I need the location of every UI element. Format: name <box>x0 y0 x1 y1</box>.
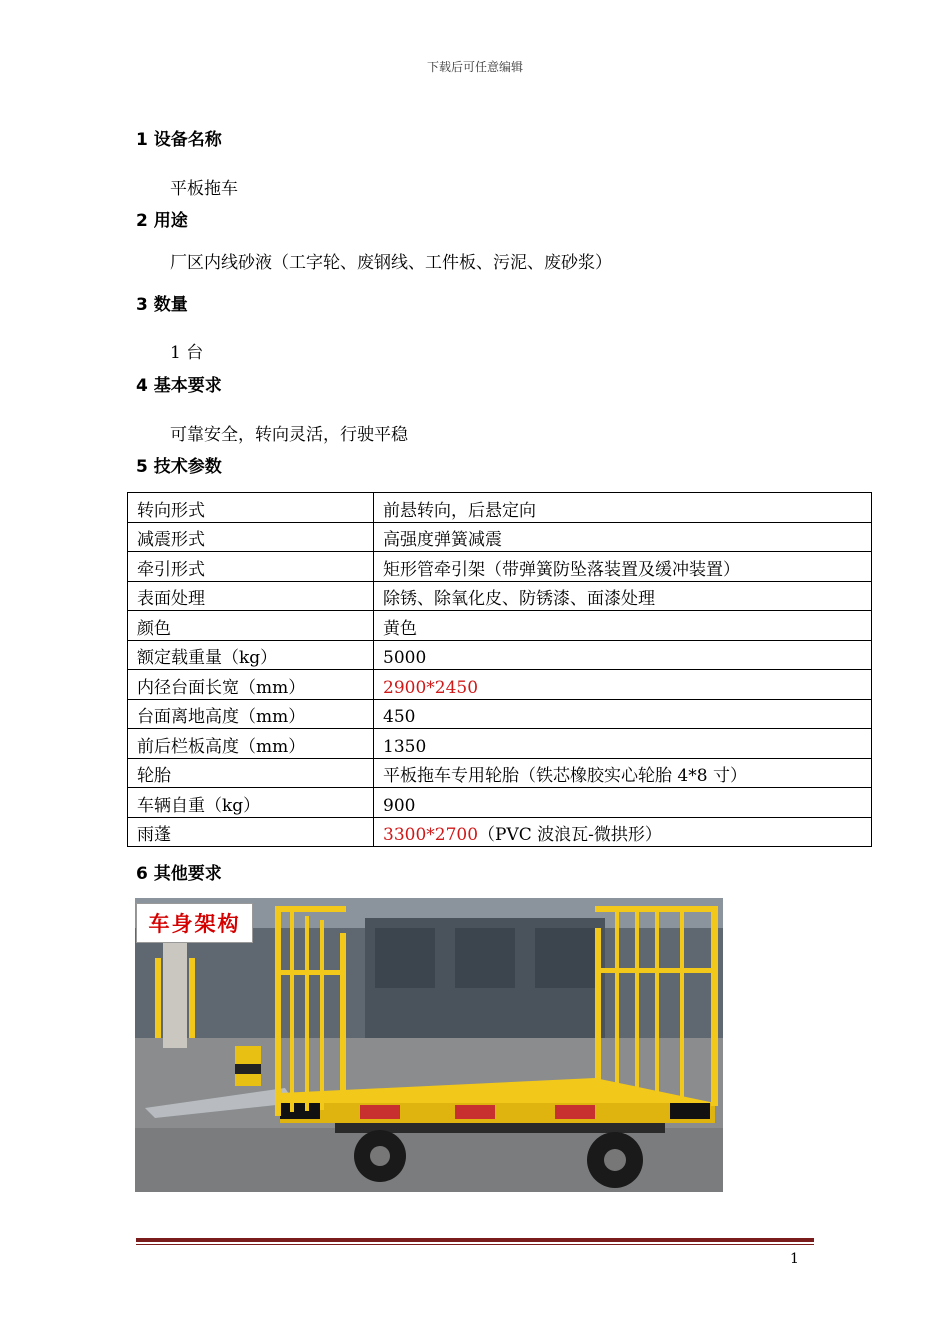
section-body-2: 厂区内线砂液（工字轮、废钢线、工件板、污泥、废砂浆） <box>170 253 612 273</box>
table-row <box>128 522 872 552</box>
table-row <box>128 817 872 847</box>
trailer-photo <box>135 898 723 1192</box>
param-cell: 表面处理 <box>128 581 374 611</box>
table-row <box>128 581 872 611</box>
footer-rule-thin <box>136 1244 814 1245</box>
section-body-3: 1 台 <box>170 343 204 363</box>
param-cell: 额定载重量（kg） <box>128 640 374 670</box>
value-cell: 矩形管牵引架（带弹簧防坠落装置及缓冲装置） <box>374 552 872 582</box>
section-heading-4: 4 基本要求 <box>136 376 222 396</box>
table-row <box>128 493 872 523</box>
value-cell <box>374 817 872 847</box>
value-cell: 高强度弹簧减震 <box>374 522 872 552</box>
value-cell: 黄色 <box>374 611 872 641</box>
param-cell: 车辆自重（kg） <box>128 788 374 818</box>
param-cell: 内径台面长宽（mm） <box>128 670 374 700</box>
table-row <box>128 699 872 729</box>
value-cell: 2900*2450 <box>374 670 872 700</box>
section-heading-2: 2 用途 <box>136 211 188 231</box>
value-cell: 450 <box>374 699 872 729</box>
table-row <box>128 640 872 670</box>
table-row <box>128 552 872 582</box>
value-highlight: 3300*2700 <box>383 825 479 845</box>
param-cell: 雨蓬 <box>128 817 374 847</box>
footer-rule <box>136 1238 814 1242</box>
value-cell: 5000 <box>374 640 872 670</box>
section-body-1: 平板拖车 <box>170 179 238 199</box>
param-cell: 前后栏板高度（mm） <box>128 729 374 759</box>
table-row <box>128 611 872 641</box>
param-cell: 转向形式 <box>128 493 374 523</box>
param-cell: 轮胎 <box>128 758 374 788</box>
page-number: 1 <box>790 1251 799 1267</box>
value-cell: 900 <box>374 788 872 818</box>
section-heading-1: 1 设备名称 <box>136 130 222 150</box>
section-heading-3: 3 数量 <box>136 295 188 315</box>
section-body-4: 可靠安全，转向灵活，行驶平稳 <box>170 425 408 445</box>
param-cell: 牵引形式 <box>128 552 374 582</box>
section-heading-6: 6 其他要求 <box>136 864 222 884</box>
value-cell: 平板拖车专用轮胎（铁芯橡胶实心轮胎 4*8 寸） <box>374 758 872 788</box>
value-rest: （PVC 波浪瓦-微拱形） <box>478 825 662 845</box>
spec-table <box>127 492 872 847</box>
page-header: 下载后可任意编辑 <box>426 60 523 74</box>
section-heading-5: 5 技术参数 <box>136 457 222 477</box>
value-cell: 除锈、除氧化皮、防锈漆、面漆处理 <box>374 581 872 611</box>
value-cell: 前悬转向，后悬定向 <box>374 493 872 523</box>
value-cell: 1350 <box>374 729 872 759</box>
param-cell: 减震形式 <box>128 522 374 552</box>
table-row <box>128 758 872 788</box>
param-cell: 颜色 <box>128 611 374 641</box>
table-row <box>128 670 872 700</box>
param-cell: 台面离地高度（mm） <box>128 699 374 729</box>
table-row <box>128 788 872 818</box>
photo-badge: 车身架构 <box>136 903 253 943</box>
table-row <box>128 729 872 759</box>
